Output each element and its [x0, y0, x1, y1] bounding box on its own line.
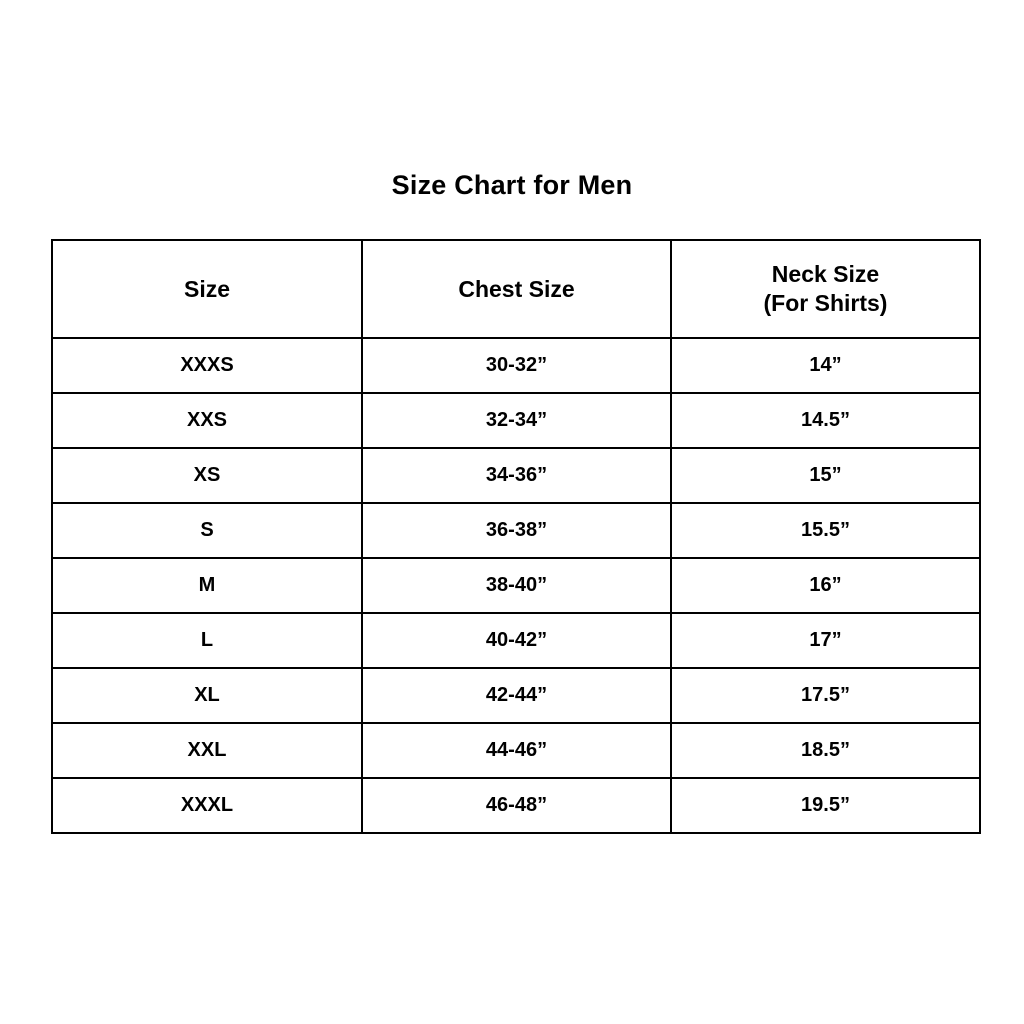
- cell-chest: 34-36”: [362, 448, 671, 503]
- table-body: [52, 338, 980, 833]
- table-row: [52, 338, 980, 393]
- cell-size: XS: [52, 448, 362, 503]
- cell-size: XXS: [52, 393, 362, 448]
- column-header-neck-label: Neck Size: [771, 261, 880, 288]
- cell-size: L: [52, 613, 362, 668]
- cell-neck: 15”: [671, 448, 980, 503]
- table-header: [52, 240, 980, 338]
- table-row: [52, 778, 980, 833]
- cell-chest: 36-38”: [362, 503, 671, 558]
- size-chart-table: [51, 239, 981, 834]
- cell-chest: 44-46”: [362, 723, 671, 778]
- column-header-size: [52, 240, 362, 338]
- table-header-row: [52, 240, 980, 338]
- cell-chest: 46-48”: [362, 778, 671, 833]
- table-row: [52, 613, 980, 668]
- cell-chest: 42-44”: [362, 668, 671, 723]
- cell-chest: 40-42”: [362, 613, 671, 668]
- cell-neck: 14.5”: [671, 393, 980, 448]
- column-header-size-label: Size: [183, 275, 231, 302]
- cell-size: XXL: [52, 723, 362, 778]
- table-row: [52, 393, 980, 448]
- cell-neck: 17.5”: [671, 668, 980, 723]
- column-header-neck-sublabel: (For Shirts): [763, 290, 888, 316]
- cell-chest: 38-40”: [362, 558, 671, 613]
- table-row: [52, 448, 980, 503]
- table-row: [52, 503, 980, 558]
- cell-size: M: [52, 558, 362, 613]
- cell-size: S: [52, 503, 362, 558]
- table-row: [52, 723, 980, 778]
- cell-size: XXXS: [52, 338, 362, 393]
- cell-neck: 14”: [671, 338, 980, 393]
- cell-chest: 32-34”: [362, 393, 671, 448]
- cell-neck: 16”: [671, 558, 980, 613]
- cell-size: XXXL: [52, 778, 362, 833]
- cell-neck: 19.5”: [671, 778, 980, 833]
- column-header-chest-label: Chest Size: [458, 275, 575, 302]
- cell-neck: 15.5”: [671, 503, 980, 558]
- column-header-chest: [362, 240, 671, 338]
- cell-chest: 30-32”: [362, 338, 671, 393]
- cell-neck: 18.5”: [671, 723, 980, 778]
- table-row: [52, 558, 980, 613]
- page-title: Size Chart for Men: [391, 170, 633, 200]
- cell-neck: 17”: [671, 613, 980, 668]
- cell-size: XL: [52, 668, 362, 723]
- table-row: [52, 668, 980, 723]
- column-header-neck: [671, 240, 980, 338]
